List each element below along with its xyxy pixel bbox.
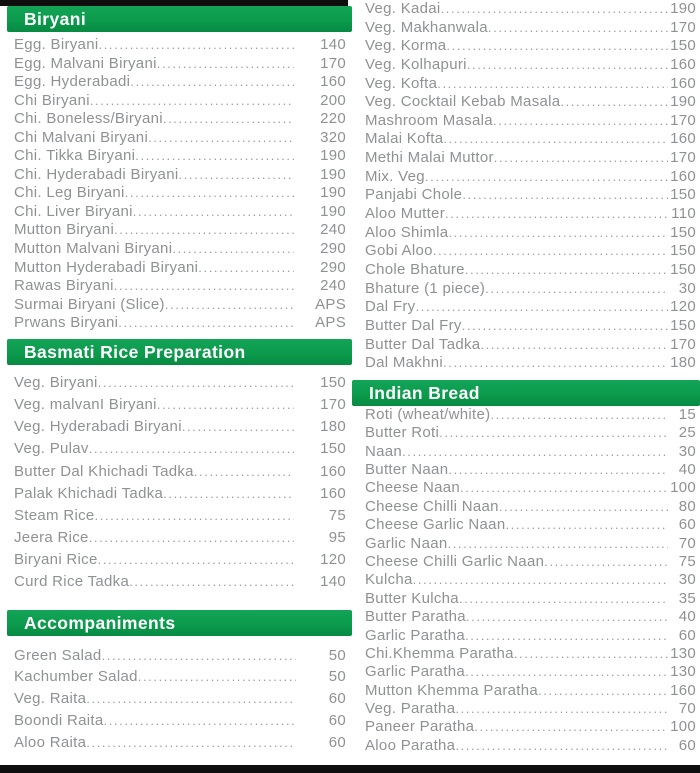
item-name: Malai Kofta (365, 130, 444, 148)
menu-item-row (14, 712, 346, 734)
menu-item-row (365, 608, 696, 626)
item-name: Butter Dal Khichadi Tadka (14, 462, 194, 480)
menu-item-row (365, 261, 696, 280)
item-price: 150 (670, 186, 696, 204)
item-price: 130 (670, 663, 696, 681)
menu-item-row (365, 718, 696, 736)
dot-leader (467, 57, 668, 72)
menu-item-row (365, 498, 696, 516)
menu-item-row (14, 221, 346, 240)
dot-leader (90, 93, 294, 108)
menu-item-row (365, 590, 696, 608)
menu-item-row (14, 485, 346, 507)
section-items-accompaniments (0, 636, 352, 756)
item-price: 100 (670, 718, 696, 736)
item-name: Veg. malvanI Biryani (14, 395, 157, 413)
menu-item-row (365, 406, 696, 424)
dot-leader (465, 262, 668, 277)
item-name: Aloo Raita (14, 733, 87, 751)
item-name: Veg. Korma (365, 37, 447, 55)
item-price: 60 (678, 736, 696, 754)
dot-leader (488, 20, 668, 35)
item-name: Biryani Rice (14, 551, 98, 569)
dot-leader (544, 554, 668, 569)
item-name: Egg. Biryani (14, 36, 99, 53)
dot-leader (485, 281, 668, 296)
dot-leader (459, 591, 668, 606)
item-price: 15 (678, 405, 696, 423)
item-name: Steam Rice (14, 506, 95, 524)
menu-item-row (14, 440, 346, 462)
menu-item-row (14, 296, 346, 315)
dot-leader (114, 222, 294, 237)
item-price: 150 (320, 440, 346, 458)
menu-item-row (365, 75, 696, 94)
dot-leader (493, 113, 668, 128)
item-price: 50 (328, 668, 346, 686)
menu-item-row (365, 205, 696, 224)
item-name: Mix. Veg (365, 167, 425, 185)
item-name: Veg. Makhanwala (365, 18, 488, 36)
menu-item-row (365, 149, 696, 168)
dot-leader (433, 243, 668, 258)
item-name: Butter Naan (365, 460, 449, 478)
dot-leader (415, 299, 668, 314)
menu-item-row (365, 37, 696, 56)
dot-leader (98, 552, 294, 567)
item-name: Curd Rice Tadka (14, 573, 130, 591)
dot-leader (86, 691, 296, 706)
menu-item-row (365, 535, 696, 553)
dot-leader (474, 719, 668, 734)
menu-item-row (365, 645, 696, 663)
item-price: 170 (320, 395, 346, 413)
dot-leader (138, 669, 296, 684)
item-price: 160 (320, 462, 346, 480)
menu-item-row (365, 19, 696, 38)
dot-leader (157, 56, 294, 71)
dot-leader (98, 375, 294, 390)
menu-item-row (365, 461, 696, 479)
dot-leader (480, 337, 668, 352)
menu-item-row (14, 734, 346, 756)
item-price: 290 (320, 240, 346, 258)
menu-item-row (14, 147, 346, 166)
item-price: 120 (670, 298, 696, 316)
item-name: Aloo Paratha (365, 736, 456, 754)
dot-leader (460, 480, 668, 495)
item-name: Aloo Mutter (365, 205, 445, 223)
menu-item-row (365, 737, 696, 755)
item-name: Chi. Hyderabadi Biryani (14, 165, 179, 183)
item-price: 170 (320, 54, 346, 72)
dot-leader (163, 486, 294, 501)
menu-item-row (365, 56, 696, 75)
dot-leader (560, 94, 668, 109)
item-price: 190 (320, 165, 346, 183)
menu-item-row (14, 668, 346, 690)
item-name: Aloo Shimla (365, 223, 449, 241)
menu-item-row (365, 242, 696, 261)
item-price: 70 (678, 700, 696, 718)
dot-leader (178, 167, 294, 182)
dot-leader (505, 517, 668, 532)
dot-leader (443, 131, 668, 146)
item-price: 160 (670, 55, 696, 73)
dot-leader (130, 74, 294, 89)
menu-item-row (14, 529, 346, 551)
menu-item-row (14, 110, 346, 129)
dot-leader (163, 111, 294, 126)
dot-leader (465, 628, 668, 643)
section-items-basmati-rice (0, 365, 352, 596)
dot-leader (413, 572, 668, 587)
menu-item-row (365, 424, 696, 442)
item-price: 190 (670, 93, 696, 111)
menu-item-row (14, 573, 346, 595)
item-price: 60 (328, 712, 346, 730)
item-price: 150 (670, 37, 696, 55)
item-price: 40 (678, 460, 696, 478)
item-price: 160 (670, 74, 696, 92)
dot-leader (194, 464, 294, 479)
section-header-accompaniments: Accompaniments (7, 610, 352, 636)
dot-leader (445, 206, 668, 221)
menu-item-row (365, 298, 696, 317)
dot-leader (462, 187, 668, 202)
item-name: Chi. Liver Biryani (14, 202, 133, 220)
item-name: Surmai Biryani (Slice) (14, 295, 165, 313)
item-name: Cheese Chilli Naan (365, 497, 499, 515)
item-name: Kulcha (365, 571, 413, 589)
dot-leader (462, 318, 668, 333)
menu-item-row (14, 396, 346, 418)
item-price: 150 (670, 316, 696, 334)
dot-leader (114, 278, 294, 293)
item-name: Naan (365, 442, 403, 460)
dot-leader (125, 185, 294, 200)
item-name: Veg. Kofta (365, 74, 438, 92)
item-price: 30 (678, 571, 696, 589)
dot-leader (448, 462, 668, 477)
dot-leader (425, 169, 668, 184)
menu-item-row (365, 280, 696, 299)
item-price: 75 (678, 552, 696, 570)
dot-leader (95, 508, 294, 523)
item-name: Butter Dal Fry (365, 316, 462, 334)
menu-item-row (14, 92, 346, 111)
item-name: Mashroom Masala (365, 111, 493, 129)
dot-leader (135, 148, 294, 163)
item-price: 30 (678, 442, 696, 460)
menu-item-row (14, 374, 346, 396)
menu-item-row (365, 354, 696, 373)
menu-item-row (14, 203, 346, 222)
left-column (0, 0, 352, 756)
item-name: Garlic Paratha (365, 663, 466, 681)
item-price: 220 (320, 110, 346, 128)
item-price: 320 (320, 128, 346, 146)
item-price: 170 (670, 111, 696, 129)
menu-item-row (365, 168, 696, 187)
dot-leader (98, 37, 294, 52)
menu-item-row (365, 0, 696, 19)
item-price: 110 (671, 205, 696, 223)
item-name: Cheese Naan (365, 479, 461, 497)
item-price: 190 (320, 202, 346, 220)
menu-item-row (365, 553, 696, 571)
menu-item-row (365, 571, 696, 589)
menu-item-row (365, 317, 696, 336)
dot-leader (86, 735, 296, 750)
item-price: 95 (328, 529, 346, 547)
menu-item-row (365, 224, 696, 243)
bottom-black-bar (0, 765, 700, 773)
item-name: Green Salad (14, 646, 102, 664)
section-header-biryani: Biryani (7, 6, 352, 32)
item-price: APS (315, 295, 346, 313)
dot-leader (455, 701, 668, 716)
item-price: 30 (678, 279, 696, 297)
dot-leader (466, 609, 668, 624)
item-name: Paneer Paratha (365, 718, 475, 736)
item-name: Chi.Khemma Paratha (365, 644, 514, 662)
item-name: Cheese Garlic Naan (365, 516, 506, 534)
item-price: 240 (320, 221, 346, 239)
dot-leader (465, 664, 668, 679)
dot-leader (133, 204, 294, 219)
dot-leader (439, 425, 668, 440)
item-name: Garlic Naan (365, 534, 448, 552)
menu-item-row (365, 682, 696, 700)
item-price: 190 (320, 147, 346, 165)
menu-item-row (14, 463, 346, 485)
menu-item-row (365, 700, 696, 718)
menu-item-row (365, 516, 696, 534)
dot-leader (437, 76, 668, 91)
item-price: 40 (678, 608, 696, 626)
menu-item-row (365, 627, 696, 645)
menu-item-row (365, 186, 696, 205)
menu-item-row (14, 551, 346, 573)
menu-item-row (14, 277, 346, 296)
item-name: Kachumber Salad (14, 668, 138, 686)
menu-item-row (14, 259, 346, 278)
item-name: Veg. Paratha (365, 700, 456, 718)
menu-item-row (365, 112, 696, 131)
dot-leader (446, 38, 668, 53)
item-price: 60 (678, 516, 696, 534)
item-price: 160 (320, 73, 346, 91)
item-price: 150 (670, 242, 696, 260)
item-name: Rawas Biryani (14, 277, 114, 295)
item-name: Chi. Leg Biryani (14, 184, 125, 202)
item-name: Veg. Kadai (365, 0, 441, 17)
item-name: Prwans Biryani (14, 314, 119, 332)
item-name: Mutton Khemma Paratha (365, 681, 539, 699)
item-price: 190 (670, 0, 696, 17)
menu-item-row (14, 166, 346, 185)
item-name: Veg. Raita (14, 690, 87, 708)
item-name: Dal Makhni (365, 354, 444, 372)
item-price: 180 (320, 418, 346, 436)
dot-leader (490, 407, 668, 422)
item-price: 25 (678, 424, 696, 442)
item-price: 170 (670, 335, 696, 353)
item-price: 60 (678, 626, 696, 644)
item-price: 60 (328, 690, 346, 708)
item-price: 180 (670, 354, 696, 372)
item-name: Mutton Biryani (14, 221, 115, 239)
right-column (352, 0, 700, 755)
item-price: 100 (670, 479, 696, 497)
menu-item-row (365, 443, 696, 461)
dot-leader (118, 315, 294, 330)
item-name: Chi. Tikka Biryani (14, 147, 136, 165)
dot-leader (157, 397, 294, 412)
item-price: 120 (320, 551, 346, 569)
dot-leader (448, 225, 668, 240)
item-price: 160 (320, 484, 346, 502)
dot-leader (514, 646, 668, 661)
item-name: Cheese Chilli Garlic Naan (365, 552, 545, 570)
dot-leader (102, 648, 296, 663)
item-name: Dal Fry (365, 298, 416, 316)
item-price: 50 (328, 646, 346, 664)
item-name: Bhature (1 piece) (365, 279, 486, 297)
item-price: 150 (670, 260, 696, 278)
menu-item-row (14, 129, 346, 148)
menu-item-row (14, 314, 346, 333)
item-price: 75 (328, 506, 346, 524)
item-price: 170 (670, 18, 696, 36)
item-name: Butter Roti (365, 424, 440, 442)
item-name: Palak Khichadi Tadka (14, 484, 164, 502)
dot-leader (448, 536, 669, 551)
menu-item-row (14, 184, 346, 203)
item-price: 240 (320, 277, 346, 295)
dot-leader (165, 297, 294, 312)
dot-leader (494, 150, 668, 165)
menu-item-row (14, 240, 346, 259)
item-name: Egg. Malvani Biryani (14, 54, 157, 72)
dot-leader (89, 441, 294, 456)
item-name: Boondi Raita (14, 712, 104, 730)
section-items-biryani (0, 32, 352, 333)
item-price: 60 (328, 733, 346, 751)
item-price: 150 (670, 223, 696, 241)
item-name: Gobi Aloo (365, 242, 433, 260)
item-name: Veg. Cocktail Kebab Masala (365, 93, 561, 111)
item-price: 80 (678, 497, 696, 515)
dot-leader (538, 683, 668, 698)
item-name: Veg. Hyderabadi Biryani (14, 418, 182, 436)
item-name: Mutton Malvani Biryani (14, 240, 173, 258)
item-name: Chi. Boneless/Biryani (14, 110, 163, 128)
item-price: 140 (320, 36, 346, 53)
item-name: Butter Kulcha (365, 589, 459, 607)
menu-item-row (14, 55, 346, 74)
dot-leader (499, 499, 668, 514)
section-header-basmati-rice: Basmati Rice Preparation (7, 339, 352, 365)
section-items-veg-curries (352, 0, 700, 373)
dot-leader (182, 419, 294, 434)
dot-leader (148, 130, 294, 145)
item-name: Panjabi Chole (365, 186, 463, 204)
menu-item-row (365, 479, 696, 497)
dot-leader (443, 355, 668, 370)
dot-leader (441, 1, 668, 16)
menu-item-row (14, 73, 346, 92)
item-name: Butter Paratha (365, 608, 466, 626)
item-name: Jeera Rice (14, 529, 89, 547)
item-name: Butter Dal Tadka (365, 335, 481, 353)
dot-leader (402, 444, 668, 459)
menu-item-row (14, 418, 346, 440)
menu-item-row (365, 663, 696, 681)
item-price: 140 (320, 573, 346, 591)
item-name: Chole Bhature (365, 260, 465, 278)
item-name: Veg. Pulav (14, 440, 89, 458)
item-price: 160 (670, 167, 696, 185)
dot-leader (129, 574, 294, 589)
item-name: Methi Malai Muttor (365, 149, 494, 167)
menu-item-row (14, 507, 346, 529)
dot-leader (104, 713, 297, 728)
item-price: 70 (678, 534, 696, 552)
section-items-indian-bread (352, 406, 700, 755)
menu-item-row (14, 690, 346, 712)
item-name: Roti (wheat/white) (365, 405, 491, 423)
item-name: Egg. Hyderabadi (14, 73, 131, 91)
item-name: Chi Biryani (14, 91, 90, 109)
dot-leader (89, 530, 294, 545)
dot-leader (172, 241, 294, 256)
menu-item-row (365, 93, 696, 112)
menu-item-row (365, 336, 696, 355)
item-name: Mutton Hyderabadi Biryani (14, 258, 199, 276)
dot-leader (455, 738, 668, 753)
menu-item-row (14, 36, 346, 55)
item-price: APS (315, 314, 346, 332)
item-price: 200 (320, 91, 346, 109)
item-price: 160 (670, 130, 696, 148)
item-price: 130 (670, 644, 696, 662)
item-price: 290 (320, 258, 346, 276)
item-name: Chi Malvani Biryani (14, 128, 149, 146)
menu-item-row (365, 130, 696, 149)
item-price: 150 (320, 373, 346, 391)
item-name: Garlic Paratha (365, 626, 466, 644)
item-name: Veg. Biryani (14, 373, 98, 391)
menu-item-row (14, 647, 346, 669)
section-header-indian-bread: Indian Bread (352, 380, 700, 406)
item-price: 160 (670, 681, 696, 699)
item-price: 170 (670, 149, 696, 167)
dot-leader (198, 260, 294, 275)
item-price: 190 (320, 184, 346, 202)
item-price: 35 (678, 589, 696, 607)
item-name: Veg. Kolhapuri (365, 55, 467, 73)
